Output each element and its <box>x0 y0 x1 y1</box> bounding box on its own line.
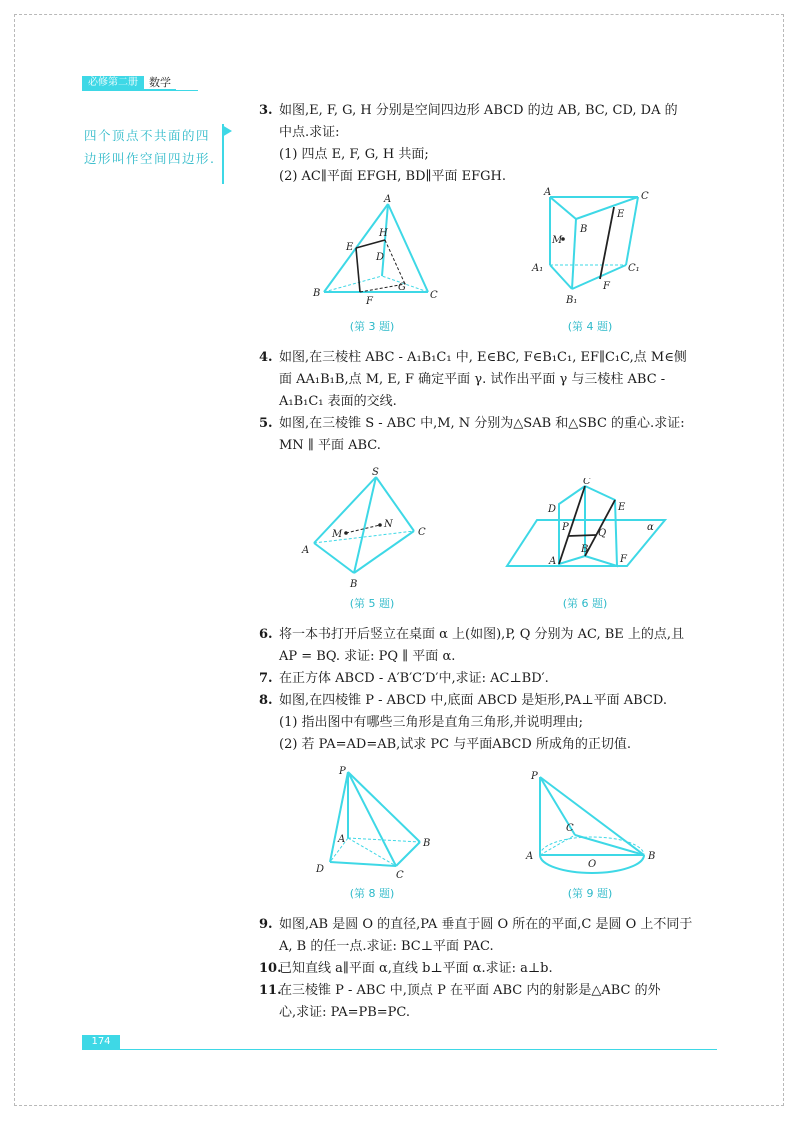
label-C: C <box>583 478 591 487</box>
caption-figure-6: (第 6 题) <box>562 597 608 610</box>
label-M: M <box>332 529 343 540</box>
running-header <box>82 76 176 90</box>
figure-3-tetrahedron <box>310 192 450 312</box>
label-B: B <box>423 838 431 849</box>
problem-text: 将一本书打开后竖立在桌面 α 上(如图),P, Q 分别为 AC, BE 上的点,且 <box>279 627 685 642</box>
label-P: P <box>562 522 569 533</box>
problem-text: 在三棱锥 P - ABC 中,顶点 P 在平面 ABC 内的射影是△ABC 的外 <box>279 983 661 998</box>
label-B: B <box>313 288 321 299</box>
label-F: F <box>366 296 373 307</box>
caption-figure-8: (第 8 题) <box>349 887 395 900</box>
label-A: A <box>549 556 557 567</box>
caption-figure-5: (第 5 题) <box>349 597 395 610</box>
label-A1: A₁ <box>532 263 544 274</box>
problem-text: 面 AA₁B₁B,点 M, E, F 确定平面 γ. 试作出平面 γ 与三棱柱 ABC - <box>279 372 666 387</box>
problem-text: A, B 的任一点.求证: BC⊥平面 PAC. <box>279 939 494 954</box>
label-C1: C₁ <box>628 263 640 274</box>
label-A: A <box>384 194 392 205</box>
problem-number: 6. <box>259 627 273 642</box>
problem-text: 如图,在四棱锥 P - ABCD 中,底面 ABCD 是矩形,PA⊥平面 ABCD. <box>279 693 667 708</box>
figure-5-pyramid <box>298 465 438 590</box>
label-D: D <box>376 252 385 263</box>
problem-text: (2) 若 PA=AD=AB,试求 PC 与平面ABCD 所成角的正切值. <box>279 737 632 752</box>
label-C: C <box>418 527 426 538</box>
label-C: C <box>396 870 404 880</box>
label-G: G <box>398 282 406 293</box>
label-F: F <box>620 554 627 565</box>
label-A: A <box>302 545 310 556</box>
label-E: E <box>346 242 354 253</box>
problem-number: 8. <box>259 693 273 708</box>
label-B1: B₁ <box>566 295 578 306</box>
problem-text: 在正方体 ABCD - A′B′C′D′中,求证: AC⊥BD′. <box>279 671 549 686</box>
margin-note-arrow-icon <box>222 125 232 137</box>
label-C: C <box>641 191 649 202</box>
problem-7 <box>259 668 729 690</box>
problem-number: 9. <box>259 917 273 932</box>
problem-text: MN ∥ 平面 ABC. <box>279 438 381 453</box>
label-A: A <box>544 187 552 198</box>
label-C: C <box>430 290 438 301</box>
caption-figure-3: (第 3 题) <box>349 320 395 333</box>
label-H: H <box>379 228 388 239</box>
label-B: B <box>580 224 588 235</box>
label-P: P <box>339 766 346 777</box>
figure-4-prism <box>528 185 658 310</box>
problem-text: AP = BQ. 求证: PQ ∥ 平面 α. <box>279 649 456 664</box>
problem-6 <box>259 624 729 668</box>
label-B: B <box>581 544 589 555</box>
problem-text: 心,求证: PA=PB=PC. <box>279 1005 411 1020</box>
label-B: B <box>350 579 358 590</box>
footer-rule <box>82 1049 717 1050</box>
problem-text: (1) 指出图中有哪些三角形是直角三角形,并说明理由; <box>279 715 584 730</box>
problem-number: 4. <box>259 350 273 365</box>
problem-number: 11. <box>259 983 282 998</box>
label-S: S <box>372 467 379 478</box>
book-series-label: 必修第二册 <box>82 76 144 90</box>
caption-figure-9: (第 9 题) <box>567 887 613 900</box>
label-alpha: α <box>647 522 654 533</box>
problem-number: 5. <box>259 416 273 431</box>
problem-text: A₁B₁C₁ 表面的交线. <box>279 394 397 409</box>
problem-text: (2) AC∥平面 EFGH, BD∥平面 EFGH. <box>279 169 506 184</box>
figure-8-quadrilateral-pyramid <box>308 762 438 880</box>
problem-9 <box>259 914 729 958</box>
problem-text: 如图,在三棱锥 S - ABC 中,M, N 分别为△SAB 和△SBC 的重心.求证: <box>279 416 685 431</box>
label-Q: Q <box>598 528 607 539</box>
problem-3 <box>259 100 729 188</box>
label-A: A <box>338 834 346 845</box>
problem-text: 如图,在三棱柱 ABC - A₁B₁C₁ 中, E∈BC, F∈B₁C₁, EF∥C₁C,点 M∈侧 <box>279 350 687 365</box>
label-F: F <box>603 281 610 292</box>
label-A: A <box>526 851 534 862</box>
label-D: D <box>548 504 557 515</box>
label-C: C <box>566 823 574 834</box>
problem-4 <box>259 347 729 413</box>
problem-text: 中点.求证: <box>279 125 340 140</box>
label-P: P <box>531 771 538 782</box>
label-O: O <box>588 859 597 870</box>
figure-9-cone-circle <box>520 765 670 883</box>
problem-11 <box>259 980 729 1024</box>
figure-6-open-book <box>505 478 670 590</box>
problem-number: 7. <box>259 671 273 686</box>
problem-text: 如图,E, F, G, H 分别是空间四边形 ABCD 的边 AB, BC, CD, DA 的 <box>279 103 678 118</box>
label-E: E <box>617 209 625 220</box>
problem-number: 10. <box>259 961 282 976</box>
problem-number: 3. <box>259 103 273 118</box>
caption-figure-4: (第 4 题) <box>567 320 613 333</box>
margin-note: 四个顶点不共面的四边形叫作空间四边形. <box>84 128 216 166</box>
problem-10 <box>259 958 729 980</box>
label-N: N <box>384 519 393 530</box>
label-B: B <box>648 851 656 862</box>
page-number: 174 <box>82 1035 120 1049</box>
problem-text: (1) 四点 E, F, G, H 共面; <box>279 147 429 162</box>
problem-5 <box>259 413 729 457</box>
subject-label: 数学 <box>144 76 176 90</box>
problem-8 <box>259 690 729 756</box>
label-M: M <box>552 235 563 246</box>
label-E: E <box>618 502 626 513</box>
label-D: D <box>316 864 325 875</box>
problem-text: 如图,AB 是圆 O 的直径,PA 垂直于圆 O 所在的平面,C 是圆 O 上不同于 <box>279 917 693 932</box>
header-rule <box>82 90 198 91</box>
problem-text: 已知直线 a∥平面 α,直线 b⊥平面 α.求证: a⊥b. <box>279 961 553 976</box>
